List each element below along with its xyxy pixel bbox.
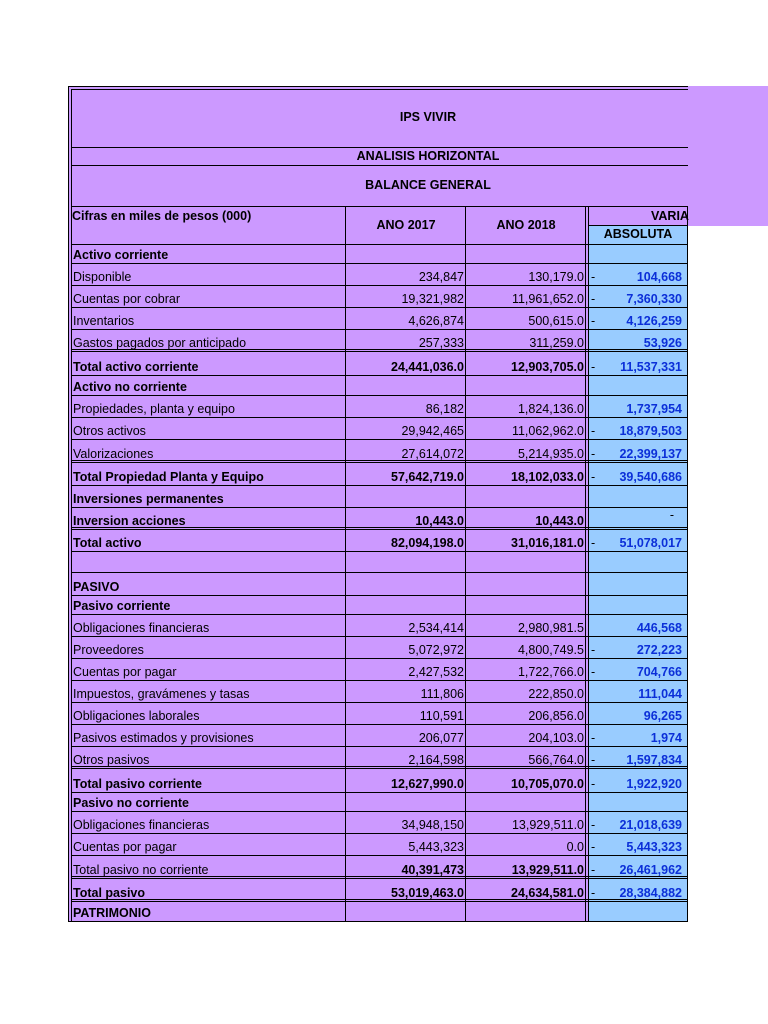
table-row bbox=[68, 245, 688, 264]
variation-absolute: 28,384,882 bbox=[619, 887, 682, 900]
table-row bbox=[68, 902, 688, 922]
value-2017: 2,427,532 bbox=[408, 666, 464, 679]
row-label: Obligaciones laborales bbox=[73, 710, 200, 723]
table-row bbox=[68, 769, 688, 793]
row-label: Impuestos, gravámenes y tasas bbox=[73, 688, 250, 701]
value-2017: 5,443,323 bbox=[408, 841, 464, 854]
table-row bbox=[68, 376, 688, 396]
variation-absolute: - bbox=[669, 509, 674, 522]
table-row bbox=[68, 418, 688, 440]
negative-sign: - bbox=[591, 841, 596, 854]
row-label: Total pasivo corriente bbox=[73, 778, 202, 791]
variation-absolute: 18,879,503 bbox=[619, 425, 682, 438]
row-label: Cuentas por pagar bbox=[73, 666, 177, 679]
table-row bbox=[68, 330, 688, 352]
row-label: Pasivo corriente bbox=[73, 600, 171, 613]
header-variation: VARIA bbox=[651, 210, 689, 223]
value-2017: 206,077 bbox=[418, 732, 464, 745]
value-2018: 11,961,652.0 bbox=[511, 293, 584, 306]
row-label: Propiedades, planta y equipo bbox=[73, 403, 235, 416]
report-subtitle-analysis: ANALISIS HORIZONTAL bbox=[356, 150, 500, 163]
value-2018: 18,102,033.0 bbox=[511, 471, 584, 484]
value-2018: 500,615.0 bbox=[528, 315, 584, 328]
report-subtitle-balance: BALANCE GENERAL bbox=[365, 179, 491, 192]
value-2017: 82,094,198.0 bbox=[391, 537, 464, 550]
negative-sign: - bbox=[591, 778, 596, 791]
variation-absolute: 104,668 bbox=[636, 271, 682, 284]
row-label: Activo no corriente bbox=[73, 381, 187, 394]
negative-sign: - bbox=[591, 425, 596, 438]
value-2018: 5,214,935.0 bbox=[517, 448, 584, 461]
value-2018: 31,016,181.0 bbox=[511, 537, 584, 550]
value-2017: 40,391,473 bbox=[401, 864, 464, 877]
value-2018: 12,903,705.0 bbox=[511, 361, 584, 374]
table-row bbox=[68, 596, 688, 615]
value-2018: 4,800,749.5 bbox=[517, 644, 584, 657]
table-row bbox=[68, 793, 688, 812]
value-2017: 2,534,414 bbox=[408, 622, 464, 635]
table-row bbox=[68, 286, 688, 308]
value-2018: 130,179.0 bbox=[528, 271, 584, 284]
row-label: Inversion acciones bbox=[73, 515, 186, 528]
value-2017: 10,443.0 bbox=[415, 515, 464, 528]
header-year-2018: AÑO 2018 bbox=[496, 219, 556, 232]
negative-sign: - bbox=[591, 819, 596, 832]
value-2017: 27,614,072 bbox=[401, 448, 464, 461]
value-2017: 110,591 bbox=[419, 710, 464, 723]
negative-sign: - bbox=[591, 864, 596, 877]
negative-sign: - bbox=[591, 293, 596, 306]
variation-absolute: 1,974 bbox=[650, 732, 682, 745]
negative-sign: - bbox=[591, 315, 596, 328]
row-label: Total pasivo no corriente bbox=[73, 864, 209, 877]
row-label: Cuentas por cobrar bbox=[73, 293, 181, 306]
value-2017: 5,072,972 bbox=[408, 644, 464, 657]
table-row bbox=[68, 615, 688, 637]
value-2018: 0.0 bbox=[566, 841, 584, 854]
variation-absolute: 39,540,686 bbox=[619, 471, 682, 484]
negative-sign: - bbox=[591, 644, 596, 657]
value-2018: 311,259.0 bbox=[529, 337, 584, 350]
row-label: Total Propiedad Planta y Equipo bbox=[73, 471, 264, 484]
row-label: Total pasivo bbox=[73, 887, 146, 900]
value-2018: 24,634,581.0 bbox=[511, 887, 584, 900]
row-label: Proveedores bbox=[73, 644, 144, 657]
table-row bbox=[68, 552, 688, 573]
variation-absolute: 4,126,259 bbox=[626, 315, 682, 328]
value-2018: 13,929,511.0 bbox=[511, 819, 584, 832]
value-2017: 19,321,982 bbox=[401, 293, 464, 306]
value-2017: 111,806 bbox=[420, 688, 464, 701]
value-2018: 566,764.0 bbox=[528, 754, 584, 767]
value-2017: 24,441,036.0 bbox=[391, 361, 464, 374]
table-row bbox=[68, 747, 688, 769]
table-row bbox=[68, 834, 688, 856]
value-2017: 234,847 bbox=[418, 271, 464, 284]
table-row bbox=[68, 530, 688, 552]
row-label: Cuentas por pagar bbox=[73, 841, 177, 854]
report-title: IPS VIVIR bbox=[399, 111, 457, 124]
value-2018: 2,980,981.5 bbox=[517, 622, 584, 635]
table-row bbox=[68, 440, 688, 463]
value-2017: 12,627,990.0 bbox=[391, 778, 464, 791]
variation-absolute: 1,737,954 bbox=[626, 403, 682, 416]
value-2018: 10,443.0 bbox=[535, 515, 584, 528]
value-2018: 13,929,511.0 bbox=[511, 864, 584, 877]
value-2018: 206,856.0 bbox=[528, 710, 584, 723]
value-2018: 10,705,070.0 bbox=[511, 778, 584, 791]
negative-sign: - bbox=[591, 471, 596, 484]
variation-absolute: 5,443,323 bbox=[626, 841, 682, 854]
row-label: Activo corriente bbox=[73, 249, 169, 262]
variation-absolute: 51,078,017 bbox=[619, 537, 682, 550]
table-row bbox=[68, 463, 688, 486]
negative-sign: - bbox=[591, 537, 596, 550]
table-row bbox=[68, 508, 688, 530]
row-label: Inversiones permanentes bbox=[73, 493, 224, 506]
negative-sign: - bbox=[591, 361, 596, 374]
header-year-2017: AÑO 2017 bbox=[376, 219, 436, 232]
negative-sign: - bbox=[591, 666, 596, 679]
row-label: Inventarios bbox=[73, 315, 135, 328]
variation-absolute: 272,223 bbox=[636, 644, 682, 657]
negative-sign: - bbox=[591, 887, 596, 900]
row-label: Otros activos bbox=[73, 425, 146, 438]
table-row bbox=[68, 352, 688, 376]
variation-absolute: 704,766 bbox=[636, 666, 682, 679]
value-2017: 4,626,874 bbox=[408, 315, 464, 328]
negative-sign: - bbox=[591, 732, 596, 745]
table-row bbox=[68, 856, 688, 879]
table-row bbox=[68, 681, 688, 703]
table-row bbox=[68, 264, 688, 286]
variation-absolute: 96,265 bbox=[643, 710, 682, 723]
row-label: Valorizaciones bbox=[73, 448, 154, 461]
value-2018: 1,722,766.0 bbox=[517, 666, 584, 679]
row-label: Obligaciones financieras bbox=[73, 819, 210, 832]
row-label: PATRIMONIO bbox=[73, 907, 152, 920]
table-row bbox=[68, 486, 688, 508]
header-absolute: ABSOLUTA bbox=[603, 228, 673, 241]
row-label: PASIVO bbox=[73, 581, 120, 594]
value-2017: 86,182 bbox=[425, 403, 464, 416]
value-2017: 257,333 bbox=[418, 337, 464, 350]
row-label: Total activo bbox=[73, 537, 142, 550]
row-label: Otros pasivos bbox=[73, 754, 150, 767]
negative-sign: - bbox=[591, 271, 596, 284]
table-row bbox=[68, 659, 688, 681]
row-label: Total activo corriente bbox=[73, 361, 199, 374]
table-row bbox=[68, 812, 688, 834]
variation-absolute: 1,922,920 bbox=[626, 778, 682, 791]
row-label: Disponible bbox=[73, 271, 132, 284]
header-figures-note: Cifras en miles de pesos (000) bbox=[72, 210, 252, 223]
table-row bbox=[68, 725, 688, 747]
table-row bbox=[68, 879, 688, 902]
row-label: Gastos pagados por anticipado bbox=[73, 337, 247, 350]
table-row bbox=[68, 308, 688, 330]
value-2018: 204,103.0 bbox=[528, 732, 584, 745]
table-row bbox=[68, 703, 688, 725]
variation-absolute: 11,537,331 bbox=[620, 361, 682, 374]
table-row bbox=[68, 637, 688, 659]
row-label: Pasivo no corriente bbox=[73, 797, 190, 810]
variation-absolute: 1,597,834 bbox=[626, 754, 682, 767]
value-2018: 11,062,962.0 bbox=[511, 425, 584, 438]
value-2017: 53,019,463.0 bbox=[391, 887, 464, 900]
value-2018: 222,850.0 bbox=[528, 688, 584, 701]
variation-absolute: 22,399,137 bbox=[619, 448, 682, 461]
row-label: Pasivos estimados y provisiones bbox=[73, 732, 254, 745]
value-2017: 2,164,598 bbox=[408, 754, 464, 767]
variation-absolute: 446,568 bbox=[636, 622, 682, 635]
table-row bbox=[68, 573, 688, 596]
variation-absolute: 26,461,962 bbox=[619, 864, 682, 877]
value-2017: 34,948,150 bbox=[401, 819, 464, 832]
value-2017: 57,642,719.0 bbox=[391, 471, 464, 484]
variation-absolute: 53,926 bbox=[643, 337, 682, 350]
variation-absolute: 7,360,330 bbox=[626, 293, 682, 306]
variation-absolute: 111,044 bbox=[638, 688, 682, 701]
negative-sign: - bbox=[591, 448, 596, 461]
table-row bbox=[68, 396, 688, 418]
value-2018: 1,824,136.0 bbox=[517, 403, 584, 416]
negative-sign: - bbox=[591, 754, 596, 767]
variation-absolute: 21,018,639 bbox=[619, 819, 682, 832]
value-2017: 29,942,465 bbox=[401, 425, 464, 438]
row-label: Obligaciones financieras bbox=[73, 622, 210, 635]
